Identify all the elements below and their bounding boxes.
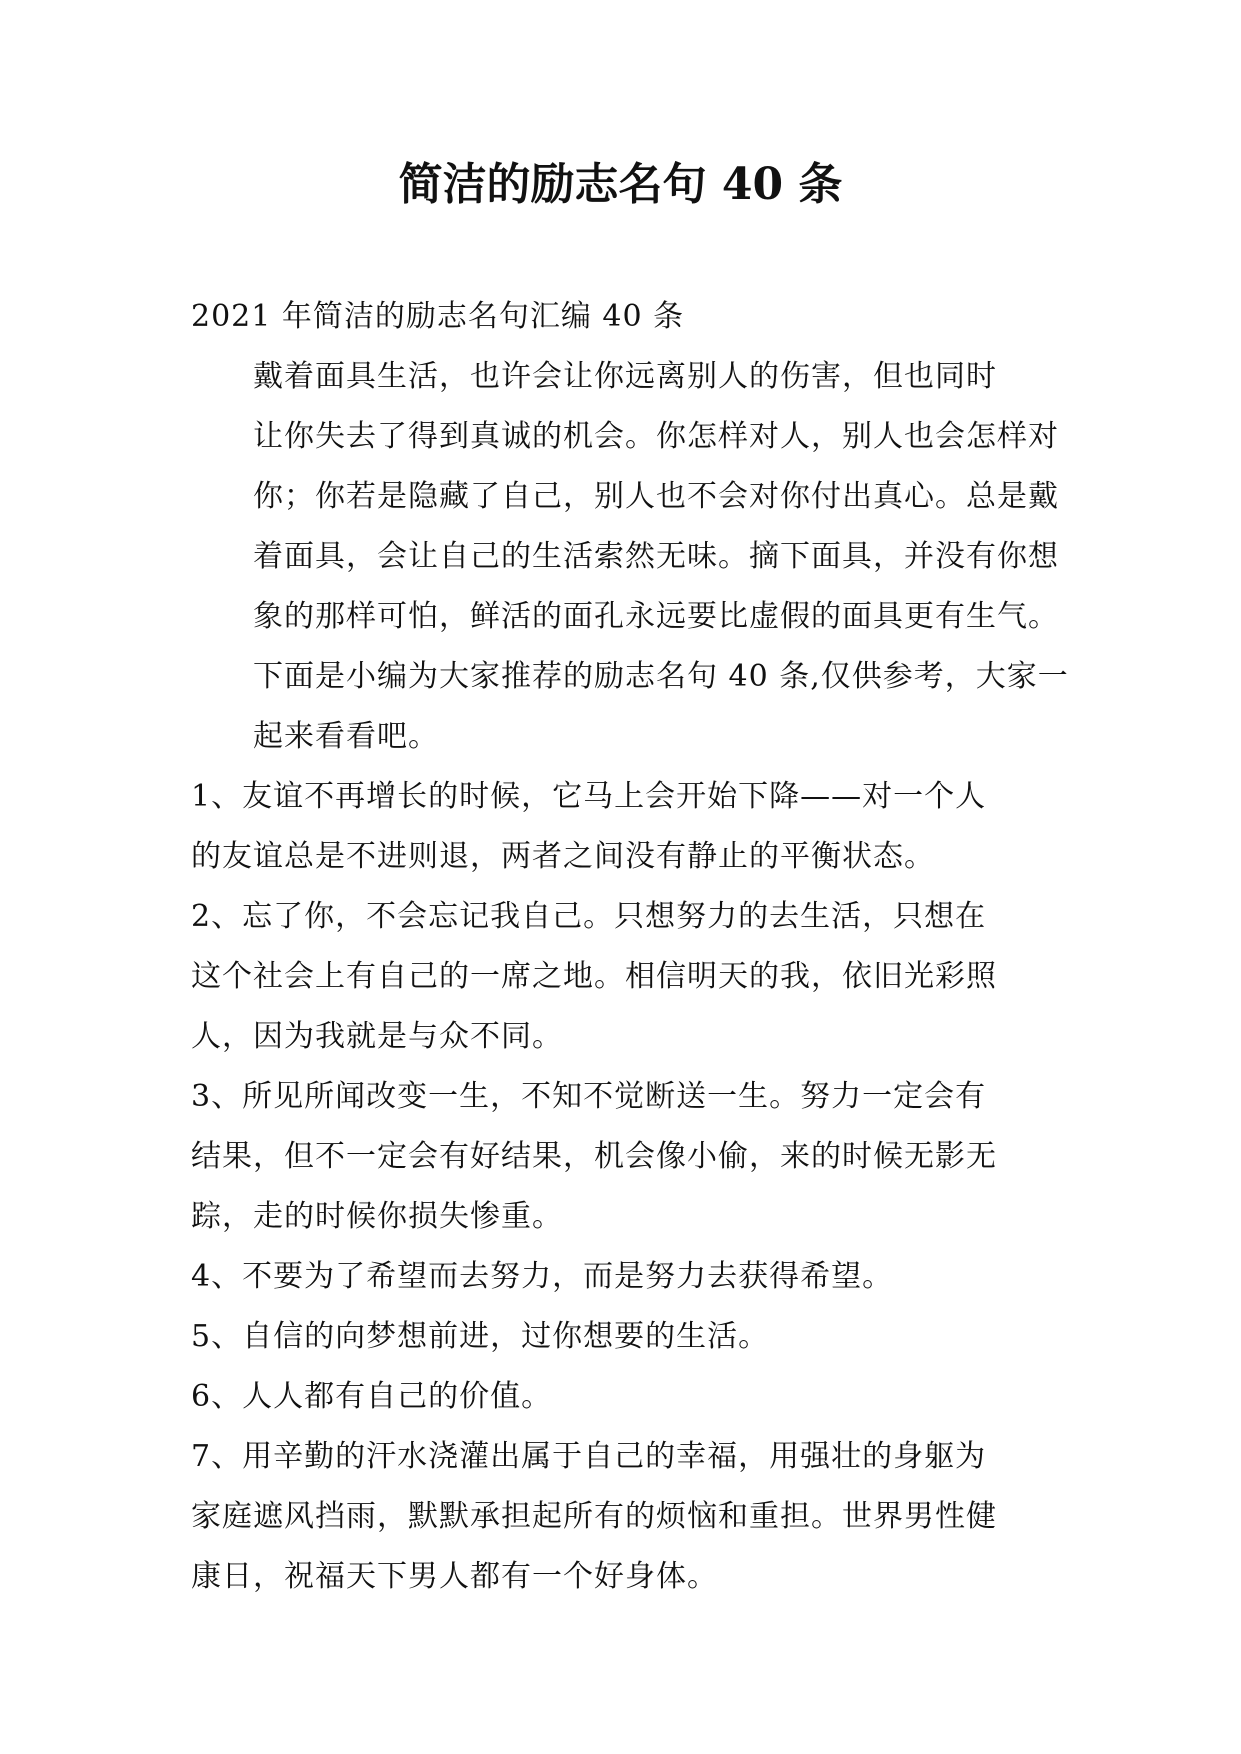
quote-line: 结果，但不一定会有好结果，机会像小偷，来的时候无影无 xyxy=(191,1139,997,1174)
quote-line: 4、不要为了希望而去努力，而是努力去获得希望。 xyxy=(191,1259,894,1294)
quote-line: 3、所见所闻改变一生，不知不觉断送一生。努力一定会有 xyxy=(191,1079,987,1114)
quote-line: 5、自信的向梦想前进，过你想要的生活。 xyxy=(191,1319,770,1354)
quote-line: 6、人人都有自己的价值。 xyxy=(191,1379,553,1414)
intro-line: 戴着面具生活，也许会让你远离别人的伤害，但也同时 xyxy=(253,359,997,394)
quote-item-4 xyxy=(191,1247,1061,1307)
quote-item-5 xyxy=(191,1307,1061,1367)
intro-line: 你；你若是隐藏了自己，别人也不会对你付出真心。总是戴 xyxy=(253,479,1059,514)
quote-item-6 xyxy=(191,1367,1061,1427)
quote-line: 1、友谊不再增长的时候，它马上会开始下降——对一个人 xyxy=(191,779,987,814)
intro-paragraph xyxy=(191,347,1069,767)
intro-line: 下面是小编为大家推荐的励志名句 40 条,仅供参考，大家一 xyxy=(253,659,1069,694)
quote-line: 人，因为我就是与众不同。 xyxy=(191,1019,563,1054)
quote-item-3 xyxy=(191,1067,1061,1247)
quote-line: 的友谊总是不进则退，两者之间没有静止的平衡状态。 xyxy=(191,839,935,874)
intro-line: 象的那样可怕，鲜活的面孔永远要比虚假的面具更有生气。 xyxy=(253,599,1059,634)
quote-line: 踪，走的时候你损失惨重。 xyxy=(191,1199,563,1234)
quote-line: 2、忘了你，不会忘记我自己。只想努力的去生活，只想在 xyxy=(191,899,987,934)
quote-item-2 xyxy=(191,887,1061,1067)
intro-line: 着面具，会让自己的生活索然无味。摘下面具，并没有你想 xyxy=(253,539,1059,574)
document-title: 简洁的励志名句 40 条 xyxy=(398,159,843,210)
quote-item-7 xyxy=(191,1427,1061,1607)
quote-line: 7、用辛勤的汗水浇灌出属于自己的幸福，用强壮的身躯为 xyxy=(191,1439,987,1474)
subtitle-line: 2021 年简洁的励志名句汇编 40 条 xyxy=(191,299,685,334)
quote-item-1 xyxy=(191,767,1061,887)
quote-line: 康日，祝福天下男人都有一个好身体。 xyxy=(191,1559,718,1594)
document-body xyxy=(191,287,1069,1607)
intro-line: 让你失去了得到真诚的机会。你怎样对人，别人也会怎样对 xyxy=(253,419,1059,454)
quote-line: 家庭遮风挡雨，默默承担起所有的烦恼和重担。世界男性健 xyxy=(191,1499,997,1534)
intro-line: 起来看看吧。 xyxy=(253,719,439,754)
quote-line: 这个社会上有自己的一席之地。相信明天的我，依旧光彩照 xyxy=(191,959,997,994)
